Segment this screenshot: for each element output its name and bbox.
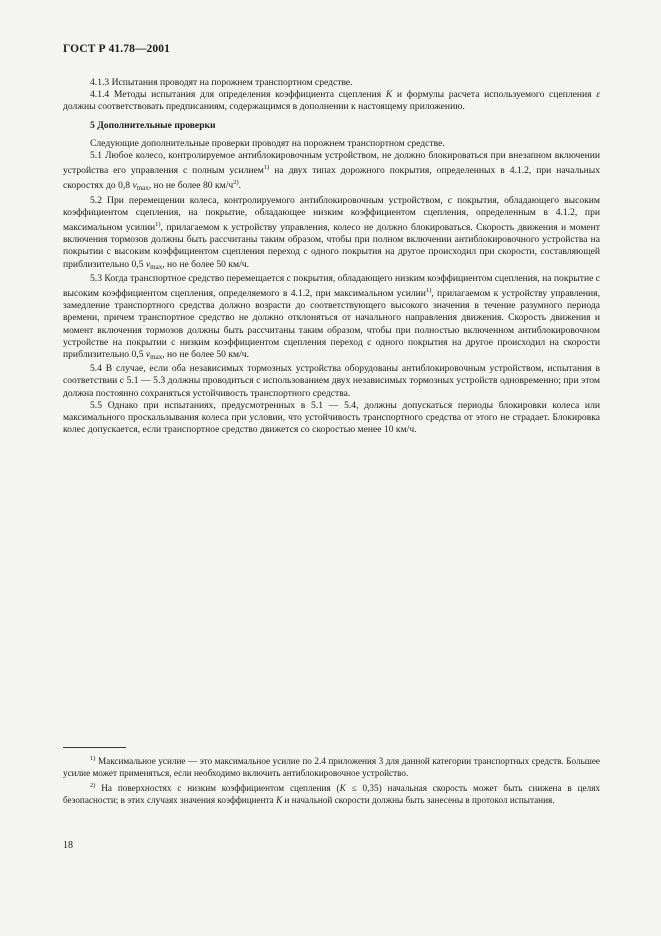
document-header: ГОСТ Р 41.78—2001 <box>63 43 170 55</box>
text-run: , но не более 80 км/ч <box>148 180 234 192</box>
paragraph-5-2 <box>63 195 600 273</box>
text-run: . <box>238 180 242 192</box>
symbol-k: K <box>339 783 346 793</box>
subscript-max: max <box>150 353 163 362</box>
paragraph-5-3 <box>63 273 600 363</box>
subscript-max: max <box>136 184 149 193</box>
text-run: должны соответствовать предписаниям, содержащимся в дополнении к настоящему приложению. <box>63 101 465 113</box>
text-run: , прилагаемом к устройству управления, замедление транспортного средства должно возрасти до соответствующего высокого значения в течение разумного периода времени, причем транспортное средство не должно отклоняться от начального направления движения. Скорость движения и момент включения тормозов должны быть рассчитаны таким образом, чтобы при полностью включенном антиблокировочном устройстве на покрытии с низким коэффициентом сцепления переход с одного покрытия на другое происходил на скорости приблизительно 0,5 <box>63 288 600 361</box>
text-run: 5.1 Любое колесо, контролируемое антиблокировочным устройством, не должно блокироваться при внезапном включении устройства его управления с полным усилием <box>63 150 600 177</box>
text-run: 5.3 Когда транспортное средство перемещается с покрытия, обладающего низким коэффициентом сцепления, на покрытие с высоким коэффициентом сцепления, определяемого в 4.1.2, при максимальном усилии <box>63 272 600 300</box>
symbol-v: v <box>145 349 151 361</box>
text-run: и формулы расчета используемого сцепления <box>392 89 597 101</box>
paragraph-4-1-3: 4.1.3 Испытания проводят на порожнем транспортном средстве. <box>90 77 353 88</box>
footnote-mark: 1) <box>90 755 96 762</box>
text-run: , прилагаемом к устройству управления, колесо не должно блокироваться. Скорость движения и момент включения тормозов должны быть рассчитаны таким образом, чтобы при полном включении антиблокировочного устройства на покрытии с высоким коэффициентом сцепления переход с одного покрытия на другое происходил при скорости, составляющей приблизительно 0,5 <box>63 222 600 270</box>
footnote-ref: 1) <box>155 221 161 229</box>
text-run: 4.1.4 Методы испытания для определения коэффициента сцепления <box>90 89 386 101</box>
footnote-1 <box>63 753 600 779</box>
subscript-max: max <box>150 262 163 271</box>
footnote-divider <box>63 747 126 748</box>
paragraph-5-5: 5.5 Однако при испытаниях, предусмотренных в 5.1 — 5.4, должны допускаться периоды блокировки колеса или максимального проскальзывания колеса при условии, что устойчивость транспортного средства от этого не страдает. Блокировка колес допускается, если транспортное средство движется со скоростью менее 10 км/ч. <box>63 399 600 436</box>
paragraph-5-intro: Следующие дополнительные проверки проводят на порожнем транспортном средстве. <box>90 137 445 149</box>
text-run: 5.2 При перемещении колеса, контролируемого антиблокировочным устройством, с покрытия, обладающего высоким коэффициентом сцепления, на покрытие, обладающее низким коэффициентом сцепления, определенным в 4.1.2, при максимальном усилии <box>63 194 600 234</box>
text-run: , но не более 50 км/ч. <box>162 258 250 270</box>
symbol-v: v <box>145 258 151 270</box>
symbol-k: K <box>276 795 283 805</box>
footnote-2 <box>63 780 600 806</box>
document-body <box>63 77 600 436</box>
footnotes <box>63 753 600 807</box>
footnote-text: ≤ 0,35) начальная скорость может быть снижена в целях безопасности; в этих случаях значения коэффициента <box>63 783 601 805</box>
footnote-text: и начальной скорости должны быть занесены в протокол испытания. <box>282 795 555 805</box>
footnote-text: На поверхностях с низким коэффициентом сцепления ( <box>95 783 340 793</box>
paragraph-4-1-4 <box>63 89 600 113</box>
symbol-k: K <box>385 89 393 101</box>
footnote-ref: 1) <box>425 287 432 295</box>
symbol-epsilon: ε <box>596 89 601 101</box>
footnote-mark: 2) <box>90 782 96 789</box>
paragraph-5-4: 5.4 В случае, если оба независимых тормозных устройства оборудованы антиблокировочным устройством, испытания в соответствии с 5.1 — 5.3 должны проводиться с использованием двух независимых тормозных устройств одновременно; при этом должна постоянно сохраняться устойчивость транспортного средства. <box>63 363 600 399</box>
symbol-v: v <box>132 180 137 192</box>
page-number: 18 <box>63 840 73 851</box>
paragraph-5-1 <box>63 150 600 195</box>
text-run: на двух типах дорожного покрытия, определенных в 4.1.2, при начальных скоростях до 0,8 <box>63 165 600 192</box>
footnote-ref: 1) <box>263 164 270 172</box>
footnote-text: Максимальное усилие — это максимальное усилие по 2.4 приложения 3 для данной категории транспортных средств. Большее усилие может применяться, если необходимо включить антиблокировочное устройство. <box>63 756 600 778</box>
text-run: , но не более 50 км/ч. <box>162 349 250 361</box>
section-5-heading: 5 Дополнительные проверки <box>90 119 216 131</box>
footnote-ref: 2) <box>233 179 239 187</box>
